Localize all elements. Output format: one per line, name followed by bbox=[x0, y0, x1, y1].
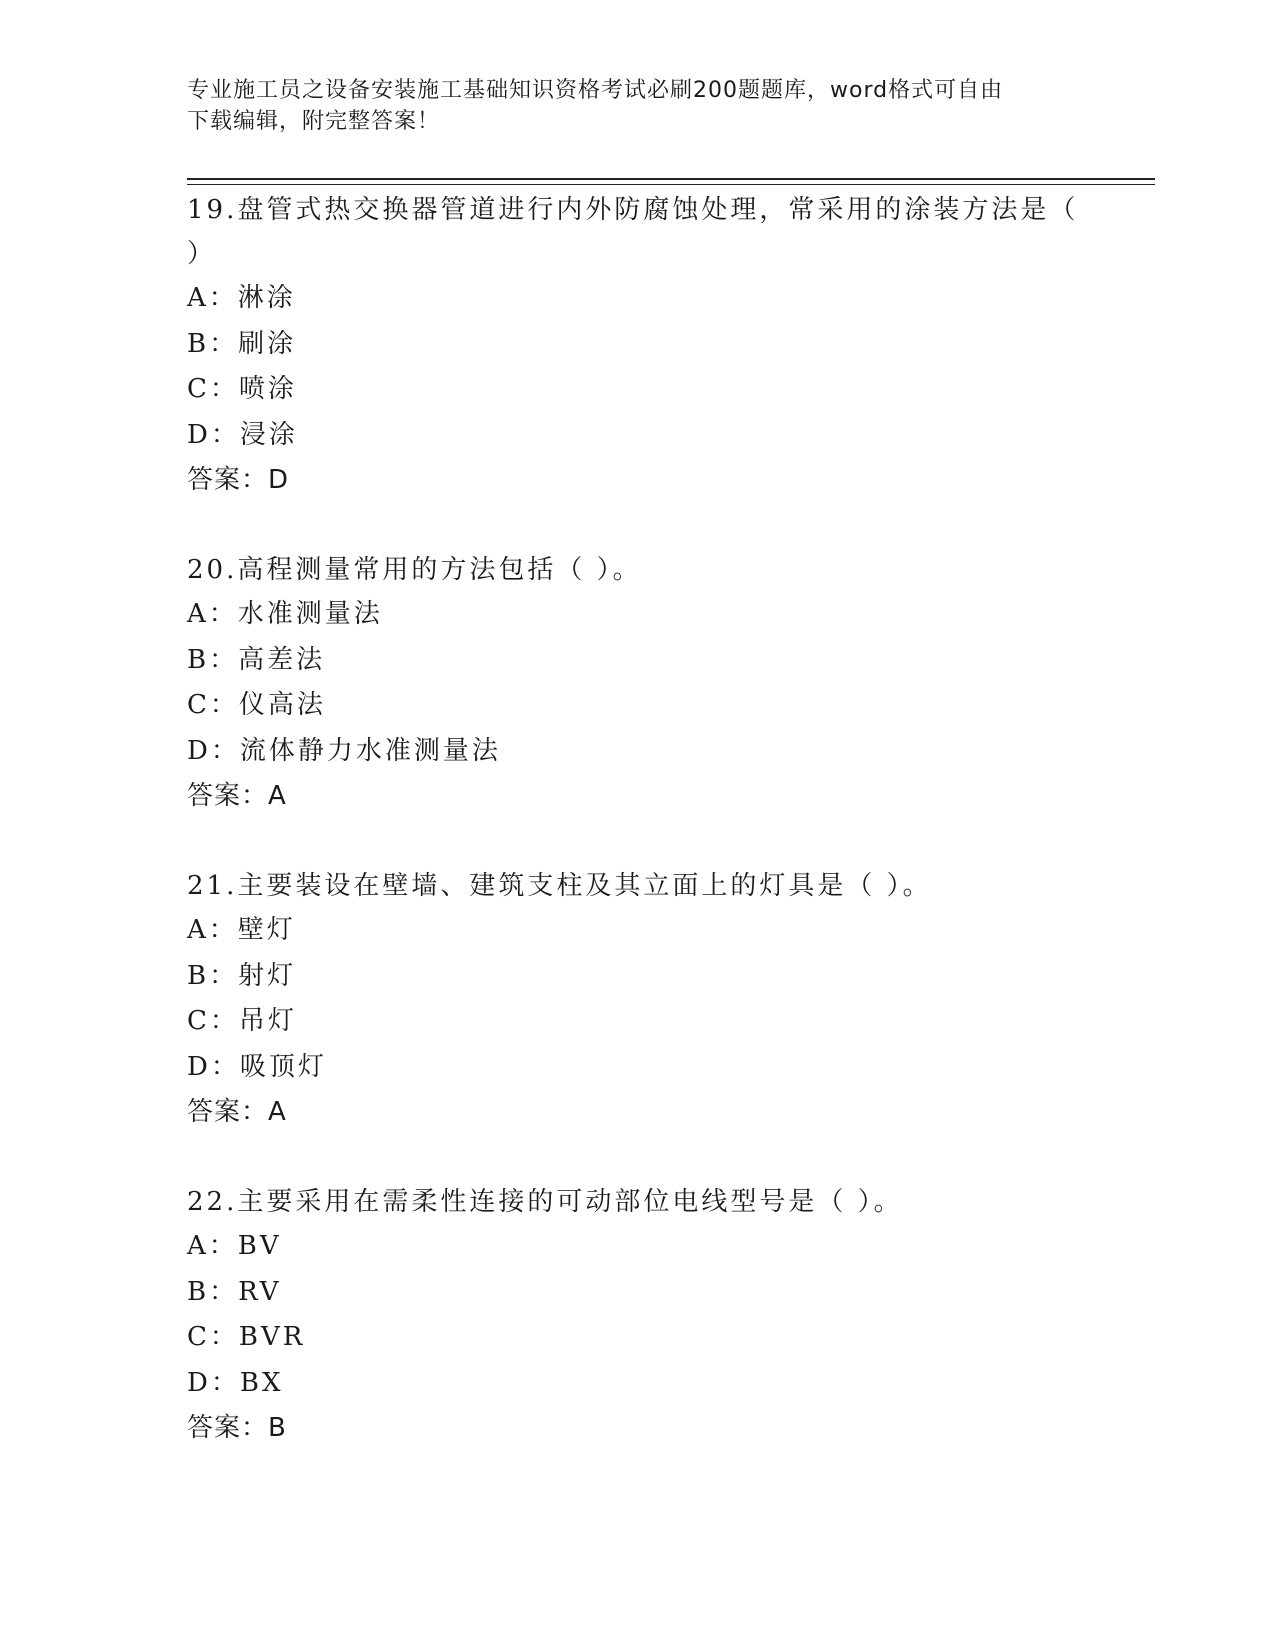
header-line-1: 专业施工员之设备安装施工基础知识资格考试必刷200题题库，word格式可自由 bbox=[187, 78, 1004, 103]
question-22 bbox=[187, 1180, 1087, 1452]
option-c: C：吊灯 bbox=[187, 1006, 297, 1036]
option-b: B：RV bbox=[187, 1276, 282, 1307]
header-line-2: 下载编辑，附完整答案！ bbox=[187, 109, 441, 134]
option-b: B：射灯 bbox=[187, 960, 297, 991]
option-a: A：淋涂 bbox=[187, 283, 296, 313]
option-b: B：刷涂 bbox=[187, 328, 297, 359]
option-c: C：仪高法 bbox=[187, 690, 326, 720]
question-stem-continued: ） bbox=[187, 239, 217, 269]
header-divider-thin bbox=[187, 184, 1155, 185]
option-a: A：水准测量法 bbox=[187, 599, 383, 629]
question-19 bbox=[187, 188, 1087, 504]
question-20 bbox=[187, 548, 1087, 820]
answer: 答案：A bbox=[187, 1097, 287, 1127]
question-stem: 20.高程测量常用的方法包括（ ）。 bbox=[187, 555, 642, 585]
option-a: A：壁灯 bbox=[187, 915, 296, 945]
option-c: C：BVR bbox=[187, 1322, 306, 1352]
answer: 答案：A bbox=[187, 781, 287, 811]
option-d: D：流体静力水准测量法 bbox=[187, 735, 501, 766]
header-divider-thick bbox=[187, 178, 1155, 180]
option-d: D：BX bbox=[187, 1367, 284, 1398]
question-stem: 21.主要装设在壁墙、建筑支柱及其立面上的灯具是（ ）。 bbox=[187, 871, 932, 901]
answer: 答案：B bbox=[187, 1413, 287, 1443]
document-header bbox=[187, 75, 1087, 137]
option-b: B：高差法 bbox=[187, 644, 326, 675]
option-d: D：浸涂 bbox=[187, 419, 298, 450]
question-stem: 19.盘管式热交换器管道进行内外防腐蚀处理，常采用的涂装方法是（ bbox=[187, 195, 1079, 225]
option-c: C：喷涂 bbox=[187, 374, 297, 404]
option-a: A：BV bbox=[187, 1231, 282, 1261]
option-d: D：吸顶灯 bbox=[187, 1051, 327, 1082]
question-stem: 22.主要采用在需柔性连接的可动部位电线型号是（ ）。 bbox=[187, 1187, 903, 1217]
question-21 bbox=[187, 864, 1087, 1136]
answer: 答案：D bbox=[187, 465, 290, 495]
